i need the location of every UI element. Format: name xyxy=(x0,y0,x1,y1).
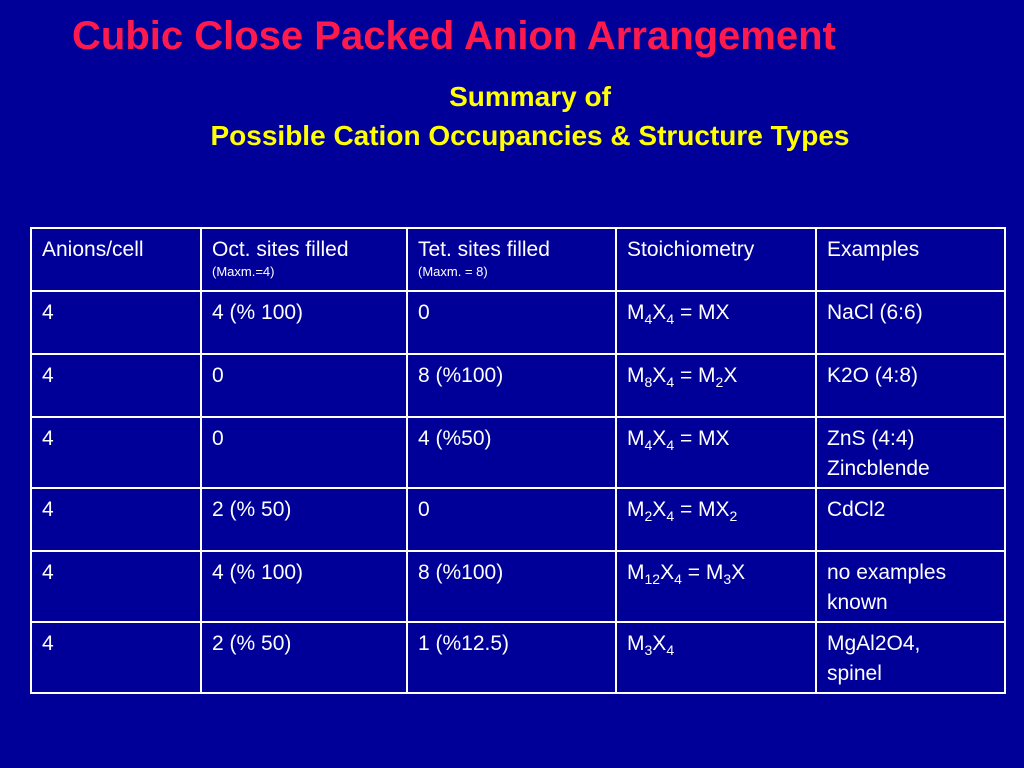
subscript: 3 xyxy=(723,571,732,587)
table-row xyxy=(31,488,1005,551)
header-oct-note: (Maxm.=4) xyxy=(212,264,275,279)
cell-examples xyxy=(816,622,1005,693)
table-body xyxy=(31,291,1005,693)
subscript: 8 xyxy=(644,374,653,390)
slide-subtitle-line2: Possible Cation Occupancies & Structure Types xyxy=(210,120,850,151)
table-header-row xyxy=(31,228,1005,291)
cell-anions: 4 xyxy=(31,354,201,417)
subscript: 4 xyxy=(644,437,653,453)
cell-tet-sites: 1 (%12.5) xyxy=(407,622,616,693)
header-examples-label: Examples xyxy=(827,238,920,261)
cell-anions: 4 xyxy=(31,622,201,693)
example-text: ZnS (4:4) xyxy=(827,427,915,450)
cell-anions: 4 xyxy=(31,551,201,622)
cell-examples xyxy=(816,291,1005,354)
cell-stoichiometry: $M_8X_4 = M_2X$ xyxy=(616,354,816,417)
slide-title: Cubic Close Packed Anion Arrangement xyxy=(72,14,836,58)
cell-tet-sites: 0 xyxy=(407,488,616,551)
header-tet-note: (Maxm. = 8) xyxy=(418,264,488,279)
example-text: no examples xyxy=(827,561,947,584)
header-anions-cell xyxy=(31,228,201,291)
subscript: 3 xyxy=(644,642,653,658)
subscript: 2 xyxy=(715,374,724,390)
cell-anions: 4 xyxy=(31,417,201,488)
header-anions-label: Anions/cell xyxy=(42,238,144,261)
header-tet-label: Tet. sites filled xyxy=(418,238,550,261)
cell-stoichiometry: $M_{12}X_4 = M_3X$ xyxy=(616,551,816,622)
cell-examples xyxy=(816,354,1005,417)
cation-occupancy-table xyxy=(30,227,1006,694)
cell-oct-sites: 4 (% 100) xyxy=(201,551,407,622)
subscript: 4 xyxy=(666,437,675,453)
cell-tet-sites: 8 (%100) xyxy=(407,354,616,417)
cell-oct-sites: 4 (% 100) xyxy=(201,291,407,354)
example-text: spinel xyxy=(827,662,882,685)
subscript: 2 xyxy=(644,508,653,524)
subscript: 4 xyxy=(644,311,653,327)
cell-examples xyxy=(816,417,1005,488)
cell-anions: 4 xyxy=(31,291,201,354)
example-text: CdCl2 xyxy=(827,498,886,521)
header-tet-sites xyxy=(407,228,616,291)
subscript: 4 xyxy=(666,374,675,390)
subscript: 4 xyxy=(666,508,675,524)
cell-oct-sites: 0 xyxy=(201,417,407,488)
table-row xyxy=(31,354,1005,417)
subscript: 4 xyxy=(666,642,675,658)
cell-stoichiometry: $M_2X_4 = MX_2$ xyxy=(616,488,816,551)
table-row xyxy=(31,551,1005,622)
table-row xyxy=(31,291,1005,354)
header-examples xyxy=(816,228,1005,291)
cell-tet-sites: 0 xyxy=(407,291,616,354)
cell-stoichiometry: $M_4X_4$ = MX xyxy=(616,291,816,354)
cell-examples xyxy=(816,488,1005,551)
header-stoichiometry xyxy=(616,228,816,291)
example-text: K2O (4:8) xyxy=(827,364,919,387)
cell-anions: 4 xyxy=(31,488,201,551)
header-oct-sites xyxy=(201,228,407,291)
subscript: 4 xyxy=(674,571,682,587)
cell-stoichiometry: $M_4X_4$ = MX xyxy=(616,417,816,488)
subscript: 12 xyxy=(644,571,661,587)
table-row xyxy=(31,622,1005,693)
table-row xyxy=(31,417,1005,488)
example-text: known xyxy=(827,591,888,614)
cell-tet-sites: 4 (%50) xyxy=(407,417,616,488)
cell-examples xyxy=(816,551,1005,622)
subscript: 4 xyxy=(666,311,675,327)
cell-oct-sites: 2 (% 50) xyxy=(201,488,407,551)
header-oct-label: Oct. sites filled xyxy=(212,238,349,261)
example-text: NaCl (6:6) xyxy=(827,301,923,324)
cell-tet-sites: 8 (%100) xyxy=(407,551,616,622)
cell-oct-sites: 2 (% 50) xyxy=(201,622,407,693)
example-text: MgAl2O4, xyxy=(827,632,921,655)
subscript: 2 xyxy=(729,508,738,524)
header-stoichiometry-label: Stoichiometry xyxy=(627,238,755,261)
example-text: Zincblende xyxy=(827,457,930,480)
cell-stoichiometry: $M_3X_4$ xyxy=(616,622,816,693)
cell-oct-sites: 0 xyxy=(201,354,407,417)
slide-subtitle-line1: Summary of xyxy=(449,81,611,112)
